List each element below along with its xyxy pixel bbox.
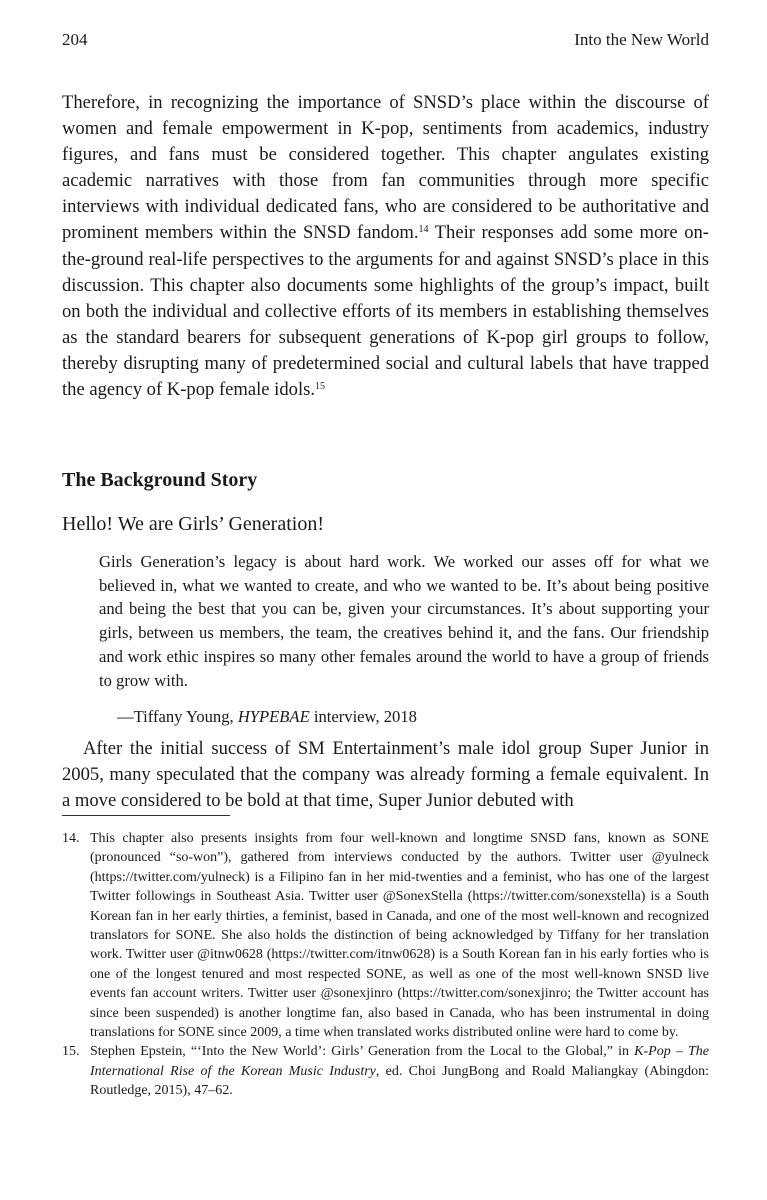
footnote-text-prefix: Stephen Epstein, “‘Into the New World’: Girls’ Generation from the Local to the Global,” in [90,1044,635,1060]
paragraph-text-cont: Their responses add some more on-the-ground real-life perspectives to the arguments for and against SNSD’s place in this discussion. This chapter also documents some highlights of the group’s impact, built on both the individual and collective efforts of its members in establishing themselves as the standard bearers for subsequent generations of K-pop girl groups to follow, thereby disrupting many of predetermined social and cultural labels that have trapped the agency of K-pop female idols. [62,222,710,401]
section-heading: The Background Story [62,469,258,491]
block-quote [99,550,709,692]
footnote-book-title: K-Pop – The International Rise of the Korean Music Industry [90,1044,709,1079]
quote-attribution [117,706,417,728]
footnote-ref-15[interactable]: 15 [315,381,325,393]
footnote-text: This chapter also presents insights from four well-known and longtime SNSD fans, known as SONE (pronounced “so-won”), gathered from interviews conducted by the authors. Twitter user @yulneck (https://twitter.com/yulneck) is a Filipino fan in her mid-twenties and a feminist, who has one of the largest Twitter followings in Southeast Asia. Twitter user @SonexStella (https://twitter.com/sonexstella) is a South Korean fan in her early thirties, a feminist, based in Canada, and one of the most well-known and recognized translators for SONE. She also holds the distinction of being acknowledged by Tiffany for her translation work. Twitter user @itnw0628 (https://twitter.com/itnw0628) is a South Korean fan in his early forties who is one of the longest tenured and most respected SONE, as well as one of the most well-known SNSD live events fan account writers. Twitter user @sonexjinro (https://twitter.com/sonexjinro; the Twitter account has since been suspended) is another longtime fan, also based in Canada, who has been instrumental in doing translations for SONE since 2009, a time when translated works distributed online were hard to come by. [90,831,709,1041]
footnote-number: 14. [62,831,80,846]
page-number: 204 [62,30,88,49]
footnote-divider [62,815,230,816]
footnote-number: 15. [62,1044,80,1060]
subsection-heading: Hello! We are Girls’ Generation! [62,513,324,535]
attribution-source: HYPEBAE [237,707,310,726]
attribution-prefix: —Tiffany Young, [117,707,238,726]
running-title: Into the New World [574,30,709,49]
footnote-14 [62,829,709,1042]
footnote-text [90,1042,709,1100]
paragraph-text: Therefore, in recognizing the importance of SNSD’s place within the discourse of women and female empowerment in K-pop, sentiments from academics, industry figures, and fans must be considered together. This chapter angulates existing academic narratives with those from fan communities through more specific interviews with individual dedicated fans, who are considered to be authoritative and prominent members within the SNSD fandom. [62,92,709,244]
footnote-15 [62,1042,709,1100]
footnote-ref-14[interactable]: 14 [418,224,429,236]
body-paragraph-1 [62,90,709,403]
running-header [62,30,709,50]
paragraph-text: After the initial success of SM Entertainment’s male idol group Super Junior in 2005, many speculated that the company was already forming a female equivalent. In a move considered to be bold at that time, Super Junior debuted with [62,738,709,812]
attribution-suffix: interview, 2018 [309,707,417,726]
quote-text: Girls Generation’s legacy is about hard work. We worked our asses off for what we believed in, what we wanted to create, and who we wanted to be. It’s about being positive and being the best that you can be, given your circumstances. It’s about supporting your girls, between us members, the team, the creatives behind it, and the fans. Our friendship and work ethic inspires so many other females around the world to have a group of friends to grow with. [99,552,709,690]
footnote-text-suffix: , ed. Choi JungBong and Roald Maliangkay (Abingdon: Routledge, 2015), 47–62. [90,1063,709,1099]
footnotes [62,829,709,1101]
body-paragraph-2 [62,736,709,815]
